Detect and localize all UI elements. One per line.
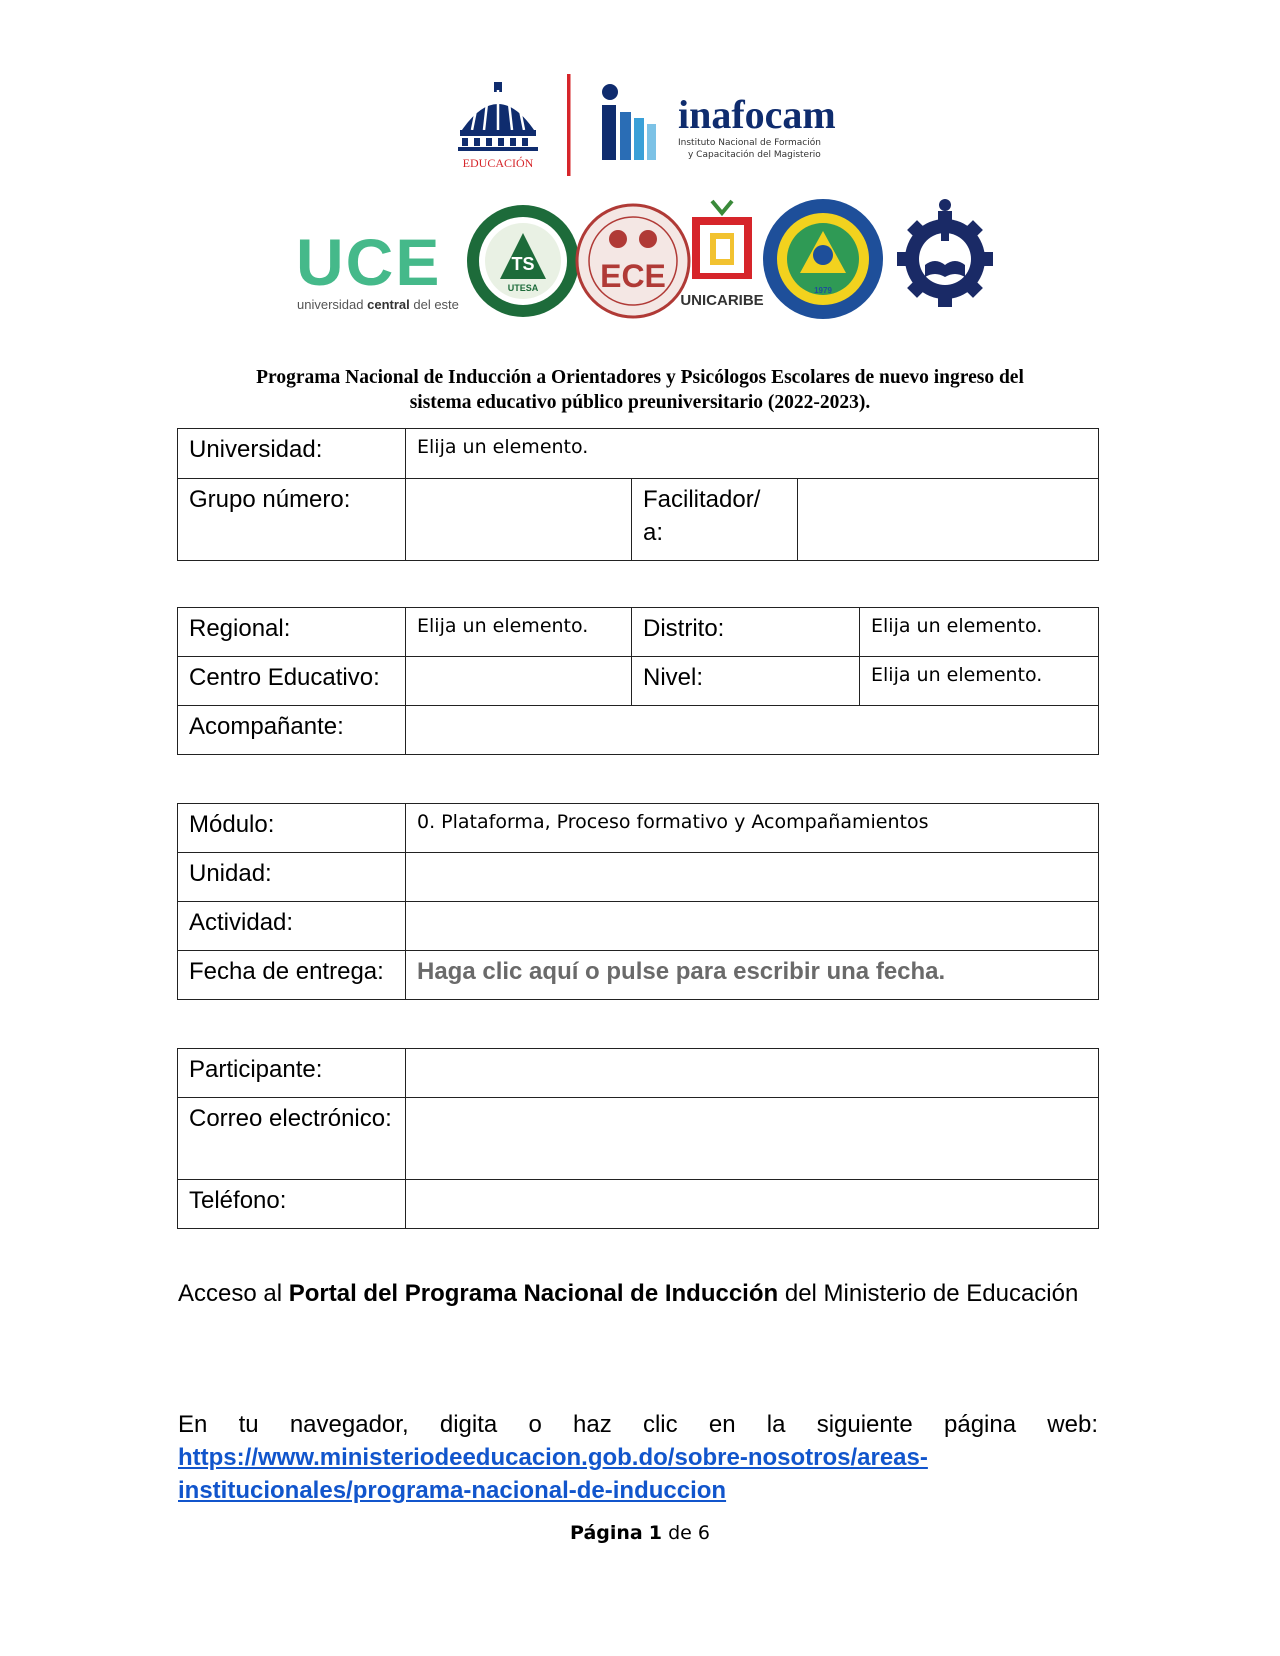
location-table: [177, 607, 1099, 755]
modulo-dropdown[interactable]: 0. Plataforma, Proceso formativo y Acompañamientos: [406, 804, 1099, 853]
svg-text:TS: TS: [511, 254, 535, 274]
regional-dropdown[interactable]: Elija un elemento.: [406, 608, 632, 657]
grupo-field[interactable]: [406, 479, 632, 561]
nivel-label: Nivel:: [632, 657, 860, 706]
centro-field[interactable]: [406, 657, 632, 706]
page-footer: [0, 1522, 1280, 1544]
university-table: [177, 428, 1099, 561]
centro-label: Centro Educativo:: [178, 657, 406, 706]
participante-field[interactable]: [406, 1049, 1099, 1098]
inafocam-subtitle-2: y Capacitación del Magisterio: [688, 150, 821, 160]
universidad-label: Universidad:: [178, 429, 406, 479]
inafocam-name: inafocam: [678, 92, 836, 137]
regional-label: Regional:: [178, 608, 406, 657]
footer-page-number: 1: [648, 1522, 663, 1544]
unidad-label: Unidad:: [178, 853, 406, 902]
inafocam-logo: [602, 84, 836, 160]
ece-text: ECE: [600, 258, 666, 294]
correo-field[interactable]: [406, 1098, 1099, 1180]
unicaribe-text: UNICARIBE: [680, 292, 764, 309]
footer-de: de: [668, 1522, 692, 1544]
universidad-dropdown[interactable]: Elija un elemento.: [406, 429, 1099, 479]
grupo-label: Grupo número:: [178, 479, 406, 561]
educacion-logo-text: EDUCACIÓN: [462, 156, 534, 170]
acompanante-field[interactable]: [406, 706, 1099, 755]
telefono-field[interactable]: [406, 1180, 1099, 1229]
modulo-label: Módulo:: [178, 804, 406, 853]
access-text-b: del Ministerio de Educación: [778, 1280, 1079, 1307]
footer-pagina: Página: [570, 1522, 643, 1544]
telefono-label: Teléfono:: [178, 1180, 406, 1229]
portal-link-line-2[interactable]: institucionales/programa-nacional-de-induccion: [178, 1477, 727, 1504]
header-logos-row-1: [0, 70, 1280, 185]
module-table: [177, 803, 1099, 1000]
participant-table: [177, 1048, 1099, 1229]
title-line-1: Programa Nacional de Inducción a Orientadores y Psicólogos Escolares de nuevo ingreso del: [256, 367, 1024, 388]
header-logos-row-2: [0, 195, 1280, 325]
participante-label: Participante:: [178, 1049, 406, 1098]
distrito-label: Distrito:: [632, 608, 860, 657]
uce-subtitle: universidad central del este: [297, 297, 459, 312]
portal-link-line-1[interactable]: https://www.ministeriodeeducacion.gob.do/sobre-nosotros/areas-: [178, 1444, 928, 1471]
title-line-2: sistema educativo público preuniversitario (2022-2023).: [409, 392, 871, 413]
utesa-text: UTESA: [507, 283, 539, 293]
unidad-field[interactable]: [406, 853, 1099, 902]
unicaribe-logo: [680, 201, 763, 309]
instructions-text: En tu navegador, digita o haz clic en la siguiente página web:: [178, 1411, 1098, 1438]
instructions-paragraph: [178, 1408, 1098, 1507]
itsur-year: 1979: [814, 286, 832, 295]
portal-name: Portal del Programa Nacional de Inducción: [288, 1280, 779, 1307]
document-title: [200, 365, 1080, 415]
inafocam-subtitle-1: Instituto Nacional de Formación: [678, 138, 821, 148]
itsur-seal: [763, 199, 883, 319]
utesa-seal: [467, 205, 579, 317]
footer-total-pages: 6: [697, 1522, 710, 1544]
correo-label: Correo electrónico:: [178, 1098, 406, 1180]
portal-link[interactable]: [178, 1441, 1098, 1507]
uce-logo: [296, 225, 459, 312]
access-text-a: Acceso al: [178, 1280, 289, 1307]
acompanante-label: Acompañante:: [178, 706, 406, 755]
nivel-dropdown[interactable]: Elija un elemento.: [860, 657, 1099, 706]
actividad-label: Actividad:: [178, 902, 406, 951]
educacion-dome-logo: [458, 82, 538, 170]
facilitador-field[interactable]: [798, 479, 1099, 561]
facilitador-label: Facilitador/ a:: [632, 479, 798, 561]
uce-name: UCE: [296, 225, 442, 299]
logo-divider: [567, 74, 571, 176]
distrito-dropdown[interactable]: Elija un elemento.: [860, 608, 1099, 657]
fecha-date-picker[interactable]: Haga clic aquí o pulse para escribir una fecha.: [406, 951, 1099, 1000]
fecha-label: Fecha de entrega:: [178, 951, 406, 1000]
gear-book-logo: [897, 199, 993, 307]
access-paragraph: [178, 1277, 1098, 1310]
actividad-field[interactable]: [406, 902, 1099, 951]
ece-seal: [577, 205, 689, 317]
